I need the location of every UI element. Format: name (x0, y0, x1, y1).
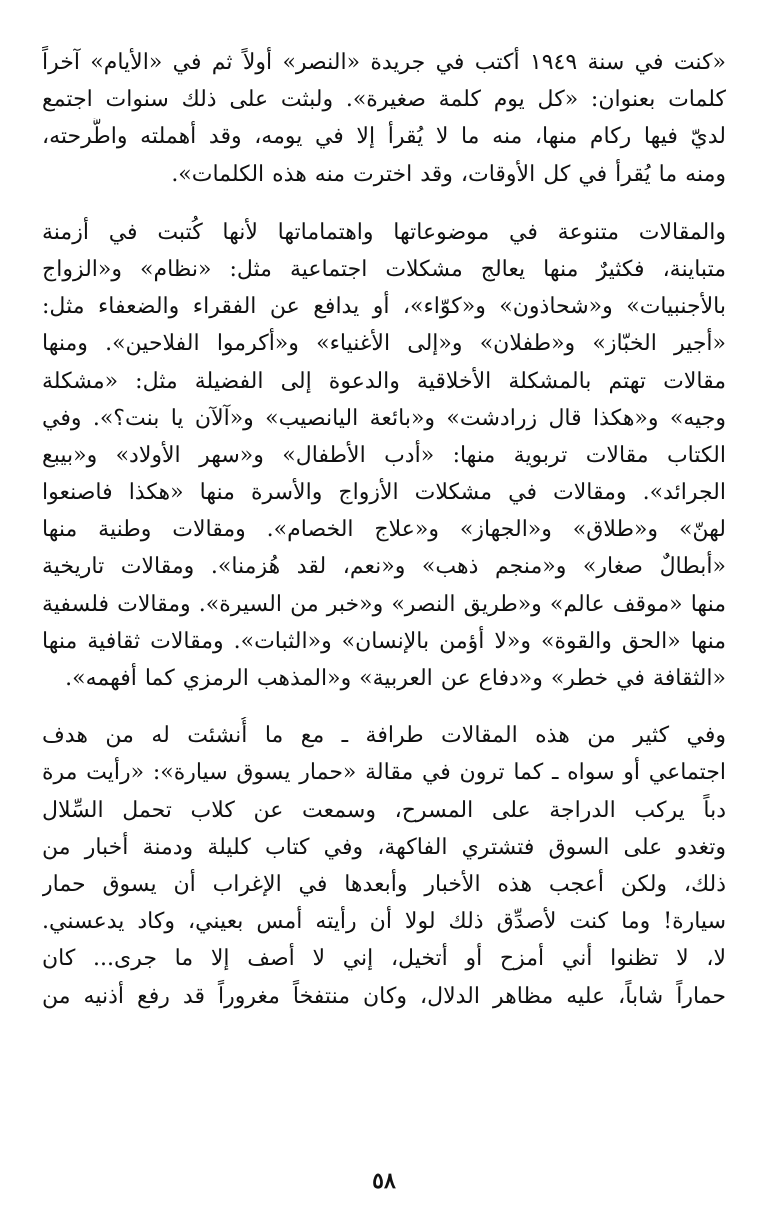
text-line: ذلك، ولكن أعجب هذه الأخبار وأبعدها في الإغراب أن يسوق حمار (42, 871, 726, 897)
text-line: لديّ فيها ركام منها، منه ما لا يُقرأ إلا في يومه، وقد أهملته واطَّرحته، (42, 124, 726, 150)
text-line: اجتماعي أو سواه ـ كما ترون في مقالة «حمار يسوق سيارة»: «رأيت مرة (42, 760, 726, 786)
text-line: الكتاب مقالات تربوية منها: «أدب الأطفال» و«سهر الأولاد» و«بيبع (42, 442, 726, 468)
text-line: وجيه» و«هكذا قال زرادشت» و«بائعة اليانصيب» و«آلآن يا بنت؟». وفي (42, 405, 726, 431)
text-line: مقالات تهتم بالمشكلة الأخلاقية والدعوة إلى الفضيلة مثل: «مشكلة (42, 368, 726, 394)
text-line: كلمات بعنوان: «كل يوم كلمة صغيرة». ولبثت على ذلك سنوات اجتمع (42, 87, 726, 113)
paragraph-humor-example (42, 717, 726, 1015)
text-line: منها «الحق والقوة» و«لا أؤمن بالإنسان» و«الثبات». ومقالات ثقافية منها (42, 628, 726, 654)
text-line: منها «موقف عالم» و«طريق النصر» و«خبر من السيرة». ومقالات فلسفية (42, 591, 726, 617)
text-line: وتغدو على السوق فتشتري الفاكهة، وفي كتاب كليلة ودمنة أخبار من (42, 834, 726, 860)
text-line: حماراً شاباً، عليه مظاهر الدلال، وكان منتفخاً مغروراً قد رفع أذنيه من (42, 983, 726, 1009)
text-line: «كنت في سنة ١٩٤٩ أكتب في جريدة «النصر» أولاً ثم في «الأيام» آخراً (42, 50, 726, 75)
text-line: ومنه ما يُقرأ في كل الأوقات، وقد اخترت منه هذه الكلمات». (171, 161, 726, 187)
page-number: ٥٨ (372, 1168, 396, 1194)
text-line: متباينة، فكثيرٌ منها يعالج مشكلات اجتماعية مثل: «نظام» و«الزواج (42, 256, 726, 282)
text-line: «أبطالٌ صغار» و«منجم ذهب» و«نعم، لقد هُزمنا». ومقالات تاريخية (42, 554, 726, 580)
body-text (42, 44, 726, 1015)
text-line: بالأجنبيات» و«شحاذون» و«كوّاء»، أو يدافع عن الفقراء والضعفاء مثل: (42, 294, 726, 320)
paragraph-quote-intro (42, 44, 726, 193)
text-line: لا، لا تظنوا أني أمزح أو أتخيل، إني لا أصف إلا ما جرى... كان (42, 946, 726, 972)
text-line: وفي كثير من هذه المقالات طرافة ـ مع ما أُنشئت له من هدف (42, 723, 726, 749)
text-line: سيارة! وما كنت لأصدِّق ذلك لولا أن رأيته أمس بعيني، وكاد يدعسني. (42, 909, 726, 935)
text-line: والمقالات متنوعة في موضوعاتها واهتماماتها لأنها كُتبت في أزمنة (42, 219, 726, 245)
paragraph-article-topics (42, 214, 726, 697)
paragraph-spacer (42, 193, 726, 214)
text-line: لهنّ» و«طلاق» و«الجهاز» و«علاج الخصام». ومقالات وطنية منها (42, 517, 726, 543)
text-line: «الثقافة في خطر» و«دفاع عن العربية» و«المذهب الرمزي كما أفهمه». (65, 666, 726, 691)
paragraph-spacer (42, 697, 726, 717)
text-line: دباً يركب الدراجة على المسرح، وسمعت عن كلاب تحمل السِّلال (42, 797, 726, 823)
text-line: الجرائد». ومقالات في مشكلات الأزواج والأسرة منها «هكذا فاصنعوا (42, 480, 726, 506)
text-line: «أجير الخبّاز» و«طفلان» و«إلى الأغنياء» و«أكرموا الفلاحين». ومنها (42, 331, 726, 357)
